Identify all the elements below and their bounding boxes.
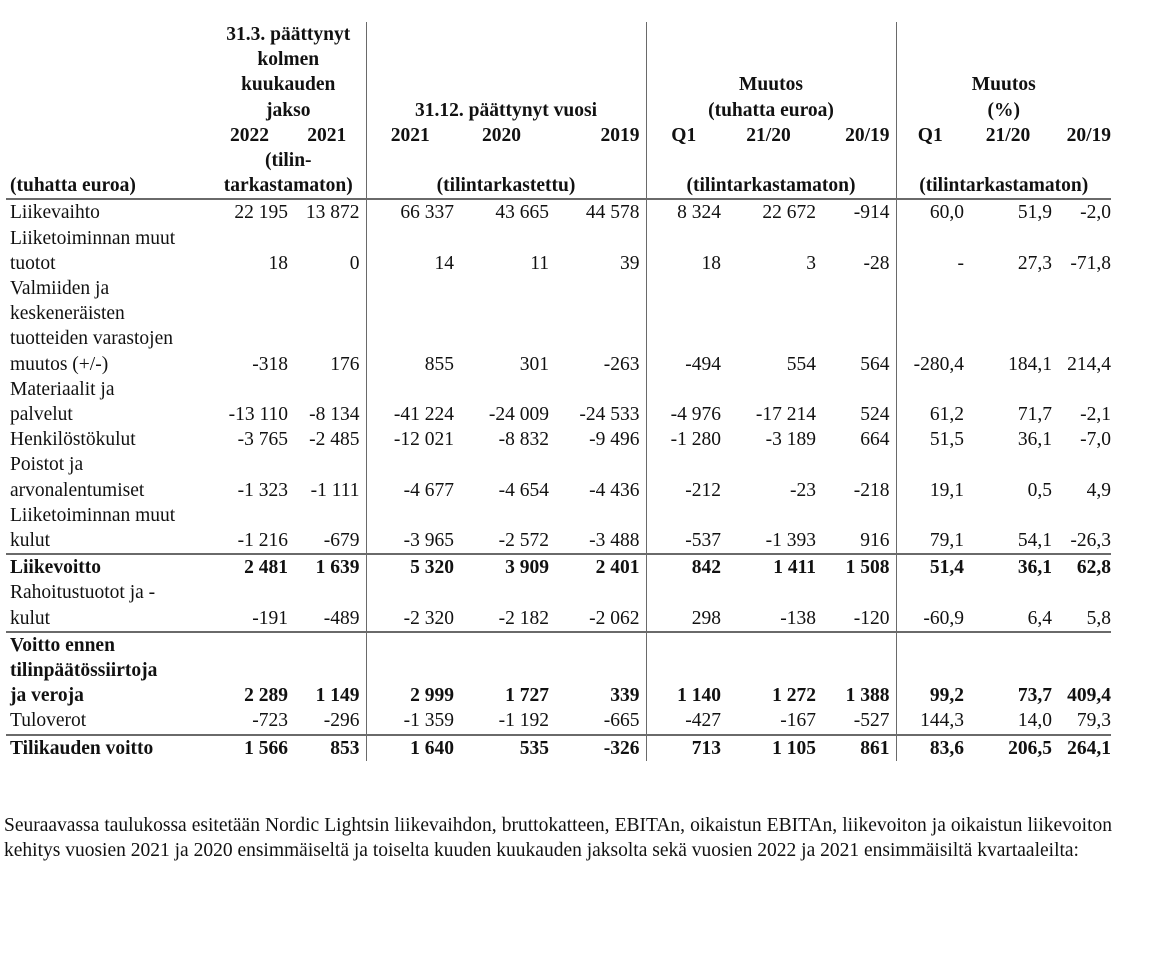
cell-value: 27,3 [1017,252,1052,274]
cell-value: -494 [685,353,721,375]
group-title-line: kuukauden [241,74,336,96]
cell-value: 535 [454,735,549,761]
column-header: Q1 [671,124,697,146]
table-row [6,554,1111,580]
cell-value: -679 [288,503,366,554]
group-note-change-pct [896,148,1111,199]
cell-value: -2 320 [403,607,454,629]
cell-value: 144,3 [920,710,964,732]
cell-value: -280,4 [913,353,964,375]
cell-value: -13 110 [228,404,288,426]
cell-value: -489 [288,580,366,631]
cell-value: 44 578 [549,199,646,225]
cell-value: 853 [288,735,366,761]
cell-value: 301 [519,353,549,375]
column-header: 2021 [390,124,430,146]
group-header-change-eur [646,22,896,123]
table-row [6,276,1111,377]
cell-value: 51,5 [929,429,964,451]
row-label-line: Henkilöstökulut [10,429,136,451]
cell-value: -24 009 [488,404,549,426]
row-label-line: Poistot ja [10,454,84,476]
row-label-line: Tilikauden voitto [10,737,154,759]
cell-value: 1 640 [366,735,454,761]
cell-value: -723 [252,710,288,732]
column-header: 20/19 [816,123,896,148]
row-label [6,226,211,276]
cell-value: -296 [288,708,366,734]
cell-value: 54,1 [1017,530,1052,552]
cell-value: 1 411 [721,554,816,580]
cell-value: -4 436 [549,452,646,502]
income-statement-table [6,22,1111,761]
cell-value: 1 508 [816,554,896,580]
cell-value: 79,1 [929,530,964,552]
column-header: Q1 [917,124,943,146]
cell-value: 264,1 [1052,735,1111,761]
cell-value: 1 566 [211,735,288,761]
cell-value: 524 [816,377,896,427]
cell-value: 842 [646,554,721,580]
group-note-line: (tilintarkastettu) [436,175,576,197]
group-title-line: (%) [987,99,1020,121]
cell-value: 664 [816,427,896,452]
cell-value: -427 [685,710,721,732]
cell-value: 2 999 [366,632,454,709]
cell-value: 18 [701,252,721,274]
row-label-line: Liikevoitto [10,557,101,579]
cell-value: -263 [549,276,646,377]
cell-value: -318 [252,353,288,375]
cell-value: 916 [816,503,896,554]
cell-value: -527 [816,708,896,734]
row-label-line: muutos (+/-) [10,353,109,375]
cell-value: -4 976 [670,404,721,426]
cell-value: 36,1 [1017,429,1052,451]
cell-value: 8 324 [677,202,721,224]
group-note-line: (tilin- [264,150,312,172]
cell-value: -28 [816,226,896,276]
cell-value: -60,9 [923,607,964,629]
group-title-line: Muutos [739,74,803,96]
cell-value: 83,6 [896,735,964,761]
row-label-line: tuotteiden varastojen [10,328,173,350]
cell-value: 206,5 [964,735,1052,761]
column-header: 2020 [482,124,521,146]
cell-value: -120 [816,580,896,631]
row-label [6,276,211,377]
group-title-line: 31.3. päättynyt [226,24,351,45]
cell-value: 713 [646,735,721,761]
row-label [6,377,211,427]
cell-value: 66 337 [400,202,454,224]
cell-value: -1 323 [237,479,288,501]
column-header: 21/20 [746,124,791,146]
cell-value: 13 872 [288,199,366,225]
column-header: 2022 [230,124,269,146]
column-header: 20/19 [1066,124,1111,146]
group-header-fiscal-year [366,22,646,123]
body-paragraph: Seuraavassa taulukossa esitetään Nordic Lightsin liikevaihdon, bruttokatteen, EBITAn, oikaistun EBITAn, liikevoiton ja oikaistun liikevoiton kehitys vuosien 2021 ja 2020 ensimmäiseltä ja toiselta kuuden kuukauden jaksolta sekä vuosien 2022 ja 2021 ensimmäisiltä kvartaaleilta: [4,814,1112,861]
row-label-line: Materiaalit ja [10,378,115,400]
header-title-row [6,22,1111,123]
cell-value: 14 [434,252,454,274]
header-columns-row [6,123,1111,148]
group-title-line: (tuhatta euroa) [708,99,834,121]
cell-value: 22 195 [234,202,288,224]
column-header: 2019 [549,123,646,148]
row-label [6,708,211,734]
cell-value: - [957,252,964,274]
table-row [6,226,1111,276]
cell-value: -2 182 [498,607,549,629]
cell-value: 99,2 [896,632,964,709]
unit-label: (tuhatta euroa) [6,148,211,199]
cell-value: -1 393 [765,530,816,552]
cell-value: 2 481 [211,554,288,580]
group-note-line: tarkastamaton) [223,175,353,197]
cell-value: -2 572 [498,530,549,552]
cell-value: -138 [780,607,816,629]
row-label-line: tuotot [10,252,56,274]
cell-value: 73,7 [964,632,1052,709]
cell-value: -191 [252,607,288,629]
cell-value: -326 [549,735,646,761]
cell-value: 1 388 [816,632,896,709]
group-title-line: 31.12. päättynyt vuosi [414,99,598,121]
header-note-row [6,148,1111,199]
table-row [6,199,1111,225]
cell-value: 4,9 [1086,479,1111,501]
cell-value: -218 [816,452,896,502]
cell-value: 298 [691,607,721,629]
cell-value: 19,1 [929,479,964,501]
cell-value: 39 [549,226,646,276]
cell-value: 22 672 [762,202,816,224]
cell-value: -1 216 [237,530,288,552]
cell-value: 51,4 [896,554,964,580]
cell-value: -1 111 [288,452,366,502]
cell-value: -2 485 [288,427,366,452]
cell-value: 1 140 [646,632,721,709]
table-row [6,708,1111,734]
cell-value: 11 [530,252,549,274]
cell-value: 62,8 [1052,554,1111,580]
cell-value: 0 [288,226,366,276]
group-title-line: Muutos [971,74,1036,96]
cell-value: 564 [816,276,896,377]
cell-value: -3 965 [403,530,454,552]
cell-value: -3 488 [549,503,646,554]
cell-value: 79,3 [1076,710,1111,732]
cell-value: -537 [685,530,721,552]
cell-value: 554 [786,353,816,375]
row-label-line: Rahoitustuotot ja - [10,582,156,604]
cell-value: 1 639 [288,554,366,580]
cell-value: 3 909 [454,554,549,580]
row-label [6,632,211,709]
column-header: 21/20 [985,124,1031,146]
row-label-line: Tuloverot [10,710,87,732]
group-note-line: (tilintarkastamaton) [919,175,1089,197]
table-row [6,580,1111,631]
cell-value: -41 224 [393,404,454,426]
row-label-line: Liiketoiminnan muut [10,227,176,249]
cell-value: 3 [806,252,816,274]
row-label-line: Liiketoiminnan muut [10,504,176,526]
cell-value: 71,7 [1017,404,1052,426]
cell-value: 60,0 [929,202,964,224]
cell-value: 339 [549,632,646,709]
table-row [6,735,1111,761]
group-title-line: jakso [266,99,311,121]
row-label-line: Valmiiden ja [10,278,110,300]
cell-value: -71,8 [1070,252,1111,274]
cell-value: 18 [268,252,288,274]
table-row [6,377,1111,427]
row-label-line: palvelut [10,404,73,426]
row-label-line: ja veroja [10,685,84,707]
cell-value: -4 654 [498,479,549,501]
cell-value: -2,0 [1080,202,1111,224]
cell-value: -12 021 [393,429,454,451]
cell-value: -23 [790,479,816,501]
cell-value: 861 [816,735,896,761]
table-row [6,503,1111,554]
cell-value: -665 [549,708,646,734]
row-label-line: tilinpäätössiirtoja [10,660,158,682]
cell-value: 184,1 [1008,353,1052,375]
cell-value: 214,4 [1067,353,1111,375]
cell-value: -9 496 [549,427,646,452]
cell-value: -2 062 [549,580,646,631]
cell-value: 5 320 [366,554,454,580]
cell-value: 2 401 [549,554,646,580]
table-row [6,452,1111,502]
cell-value: 61,2 [929,404,964,426]
row-label-line: kulut [10,607,51,629]
cell-value: -1 359 [403,710,454,732]
cell-value: 51,9 [1017,202,1052,224]
group-note-q1-period [211,148,366,199]
cell-value: 855 [424,353,454,375]
cell-value: 0,5 [1027,479,1052,501]
cell-value: -17 214 [755,404,816,426]
cell-value: 1 272 [721,632,816,709]
group-note-fiscal-year [366,148,646,199]
cell-value: 1 105 [721,735,816,761]
cell-value: 43 665 [495,202,549,224]
cell-value: -24 533 [549,377,646,427]
row-label [6,735,211,761]
row-label-line: kulut [10,530,51,552]
row-label [6,199,211,225]
row-label [6,452,211,502]
group-header-q1-period [211,22,366,123]
row-label [6,554,211,580]
cell-value: 2 289 [211,632,288,709]
cell-value: 36,1 [964,554,1052,580]
cell-value: 176 [288,276,366,377]
cell-value: 5,8 [1086,607,1111,629]
row-label [6,427,211,452]
table-row [6,632,1111,709]
cell-value: 14,0 [1017,710,1052,732]
row-label-line: Voitto ennen [10,634,115,656]
group-header-change-pct [896,22,1111,123]
row-label [6,580,211,631]
row-label-line: Liikevaihto [10,202,100,224]
row-label-line: keskeneräisten [10,303,125,325]
row-label [6,503,211,554]
cell-value: -167 [780,710,816,732]
cell-value: -8 134 [288,377,366,427]
cell-value: -3 765 [237,429,288,451]
cell-value: -1 280 [670,429,721,451]
group-note-line: (tilintarkastamaton) [686,175,856,197]
cell-value: 6,4 [1027,607,1052,629]
cell-value: 409,4 [1052,632,1111,709]
group-title-line: kolmen [257,49,320,71]
table-body [6,199,1111,760]
cell-value: -7,0 [1080,429,1111,451]
cell-value: -8 832 [498,429,549,451]
cell-value: -212 [685,479,721,501]
cell-value: -1 192 [498,710,549,732]
cell-value: -3 189 [765,429,816,451]
cell-value: -2,1 [1080,404,1111,426]
cell-value: 1 149 [288,632,366,709]
cell-value: -26,3 [1070,530,1111,552]
group-note-change-eur [646,148,896,199]
table-row [6,427,1111,452]
cell-value: -914 [816,199,896,225]
cell-value: -4 677 [403,479,454,501]
cell-value: 1 727 [454,632,549,709]
row-label-line: arvonalentumiset [10,479,145,501]
column-header: 2021 [288,123,366,148]
